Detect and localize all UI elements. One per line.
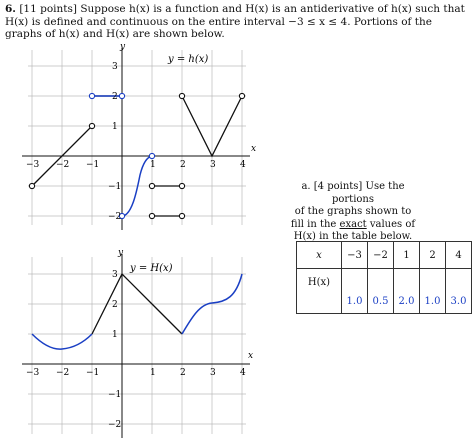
tick-label: −1 [108,182,122,192]
part-a-text: values of [369,218,416,230]
tick-label: 3 [112,270,118,280]
part-a-text: Use the portions [331,181,405,205]
table-header-H: H(x) [297,269,342,314]
tick-label: 1 [150,368,156,378]
table-cell-H: 1.0 [420,269,446,314]
tick-label: −1 [86,160,100,170]
tick-label: 2 [180,368,186,378]
graph-h-y-ticks [108,62,121,222]
problem-statement [5,3,467,41]
tick-label: −2 [108,420,122,430]
problem-text: Suppose h(x) is a function and H(x) is an antiderivative of h(x) such that H(x) is defined and continuous on the entire interval −3 ≤ x ≤ 4. Portions of the graphs of h(x) and H(x) are shown below. [5,3,465,40]
tick-label: 3 [210,368,216,378]
tick-label: −1 [108,390,122,400]
values-table [296,241,472,314]
axes-H [22,254,250,438]
axes-h [22,48,250,230]
tick-label: −1 [86,368,100,378]
graph-h-x-ticks [26,160,246,170]
tick-label: 2 [112,300,118,310]
part-a-line3 [283,219,423,232]
grid-H [28,257,246,434]
graph-h [0,40,270,235]
grid-h [28,50,246,225]
tick-label: 4 [240,368,246,378]
part-a-exact: exact [339,218,367,230]
part-a-line2: of the graphs shown to [294,206,412,217]
tick-label: 2 [112,92,118,102]
part-a-line1 [283,181,423,206]
table-cell-H: 3.0 [446,269,472,314]
table-cell-x: 4 [446,242,472,269]
table-cell-x: −2 [368,242,394,269]
graph-H-x-ticks [26,368,246,378]
problem-points: [11 points] [19,3,77,15]
graph-h-title: y = h(x) [168,54,209,65]
tick-label: −2 [56,160,70,170]
tick-label: −2 [56,368,70,378]
graph-H-y-ticks [108,270,121,430]
table-row [297,269,472,314]
tick-label: 1 [150,160,156,170]
part-a-line4: H(x) in the table below. [293,231,413,242]
table-cell-x: 2 [420,242,446,269]
tick-label: −3 [26,160,40,170]
tick-label: 2 [180,160,186,170]
problem-number: 6. [5,3,16,15]
tick-label: 3 [112,62,118,72]
tick-label: −2 [108,212,122,222]
table-cell-H: 2.0 [394,269,420,314]
part-a-points: [4 points] [313,181,363,192]
tick-label: 4 [240,160,246,170]
part-a-label: a. [301,181,311,192]
table-row [297,242,472,269]
graph-H-title: y = H(x) [130,263,173,274]
graph-H-axis-y: y [118,248,124,258]
table-cell-x: 1 [394,242,420,269]
tick-label: 1 [112,330,118,340]
graph-H-axis-x: x [248,351,254,361]
table-cell-x: −3 [342,242,368,269]
tick-label: 3 [210,160,216,170]
graph-h-axis-x: x [251,144,257,154]
tick-label: 1 [112,122,118,132]
part-a-instructions [283,181,423,244]
table-cell-H: 1.0 [342,269,368,314]
part-a-text: fill in the [290,218,337,230]
graph-h-axis-y: y [120,42,126,52]
tick-label: −3 [26,368,40,378]
table-cell-H: 0.5 [368,269,394,314]
table-header-x: x [297,242,342,269]
graph-H [0,242,270,442]
